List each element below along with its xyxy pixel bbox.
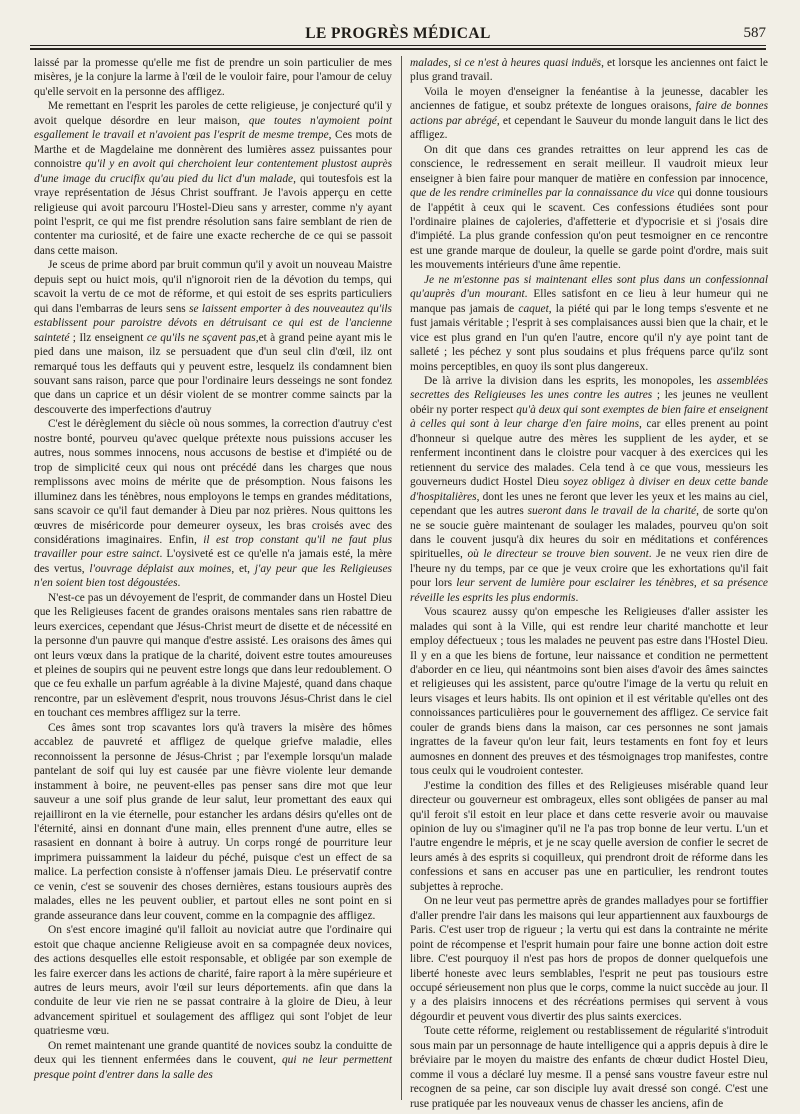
text-run: , car elles prenent au point d'honneur si quelque autre des mères les supplient de les ayder, et se renferment incontinent dans le cloistre pour vacquer à des exercices qui les retiennent du service des malades. Cela tend à ce que vous, messieurs les gouverneurs dudict Hostel Dieu [410,418,768,489]
paragraph [410,56,768,85]
text-run: J'estime la condition des filles et des Religieuses misérable quand leur directeur ou gouverneur est ombrageux, elles sont obligées de panser au mal qu'il feroit s'il estoit en leur place et dans cette resverie avoir ou mauvaise opinion de luy ou s'imaginer qu'il ne l'a pas trop bonne de leur vertu. L'un et l'autre engendre le mépris, et je ne scay quelle aversion de confier le secret de leurs amés à des esprits si coquilleux, qui prendront droit de réforme dans les confessions et sans en accuser pas une en particulier, les rendront toutes subjettes à reproche. [410,779,768,893]
text-run: ,et à grand peine ayant mis le pied dans une maison, ilz se persuadent que d'un seul clin d'œil, ilz ont remarqué tous les deffauts qui y peuvent estre, lesquelz ils condamnent bien souvant sans raison, parce que pour l'ordinaire leurs desseings ne sont fondez que dans un caprice et un désir violent de se montrer comme saincts par la descouverte des imperfections d'autruy [34,331,393,416]
paragraph [410,374,768,605]
italic-run: soyez obligez à diviser en deux cette bande d'hospitalières [410,476,769,503]
text-run: , Ces mots de Marthe et de Magdelaine me donnèrent des lumières assez puissantes pour connoistre [34,129,392,171]
paragraph [34,417,392,590]
text-run: qui donne tousiours de l'appétit à ceux qui le scavent. Ces confessions étudiées sont pour l'ordinaire plaines de cajoleries, d'affetterie et d'ypocrisie et si j'osais dire d'impiété. La plus grande confession qu'on peut tesmoigner en ce rencontre est une grande marque de douleur, la quelle se garde point d'ordre, mais suit les mouvements intérieurs d'une âme repentie. [410,187,768,272]
italic-run: leur servent de lumière pour esclairer les ténèbres, et sa présence réveille les esprits les plus endormis [410,577,768,604]
page-header [30,24,766,50]
text-run: laissé par la promesse qu'elle me fist de prendre un soin particulier de mes misères, je la conjure la larme à l'œil de le vouloir faire, pour l'amour de celuy qu'elle servoit en la personne des affligez. [34,57,392,98]
text-run: , dont les unes ne feront que lever les yeux et les mains au ciel, cependant que les autres [410,490,768,518]
text-run: ; les jeunes ne veullent obéir ny porter respect [410,389,768,416]
text-run: De là arrive la division dans les esprits, les monopoles, les [424,374,717,387]
right-column [410,56,769,1110]
italic-run: où le directeur se trouve bien souvent [467,548,649,561]
italic-run: caquet [518,302,549,315]
text-run: , et lorsque les anciennes ont faict le plus grand travail. [410,57,768,84]
text-run: , la piété qui par le long temps s'esvente et ne fust jamais véritable ; l'esprit à ses complaisances aussi bien que la chair, et le vice est plus grand en l'un qu'en l'autre, encore qu'il n'y aye point tant de salleté ; les péchez y sont plus soudains et plus fréquens parce qu'ilz sont moins perceptibles, en quoy ils sont plus dangereux. [410,302,768,373]
paragraph [410,779,768,895]
text-run: . [177,577,181,590]
paragraph [410,273,768,374]
italic-run: qu'il y en avoit qui cherchoient leur contentement plustost auprès d'une image du crucifix qu'au pied du lict d'un malade [34,158,393,185]
text-run: C'est le dérèglement du siècle où nous sommes, la correction d'autruy c'est nostre bonté, pourveu qu'avec quelque prétexte nous puissions accuser les autres, nous sommes innocens, nous accusons de bestise et d'impiété ou de trop de simplicité ceux qui nous ont précédé dans les charges que nous remplissons avec moins de mérite que de présomption. Nous faisons les illuminez dans les ténèbres, nous employons le temps en grandes méditations, sans scavoir ce qu'il faut demander à Dieu par noz prières. Nous quittons les œuvres de miséricorde pour demeurer oyseux, les bras croisés avec des considérations imaginaires. Enfin, [34,418,392,546]
italic-run: Je ne m'estonne pas si maintenant elles sont plus dans un confessionnal qu'auprès d'un mourant [410,273,768,301]
text-run: . Je ne veux rien dire de l'heure ny du temps, par ce que je veux croire que les exhortations qu'il fait pour lors [410,548,768,590]
text-run: Toute cette réforme, reiglement ou restablissement de régularité s'introduit sous main par un personnage de haute intelligence qui a appris depuis à dire le bréviaire par le moyen du maistre des enfants de chœur dudict Hostel Dieu, comme il vous a déclaré luy mesme. Il a pensé sans voustre faveur estre nul recognen de sa peine, car son disciple luy avait dressé son congé. C'est une ruse pratiquée par les nouveaux venus de chasser les anciens, afin de [410,1025,768,1110]
text-run: Ces âmes sont trop scavantes lors qu'à travers la misère des hômes accablez de pauvreté et affligez de quelque griefve maladie, elles reconnoissent la personne de Jésus-Christ ; par l'exemple lorsqu'un malade pantelant de soif qui luy est causée par une fièvre violente leur demande instamment à boire, ne peuvent-elles pas penser sans dire mot que leur sauveur a une soif plus grande de leur salut, leur promettant des eaux qui rejailliront en la vie éternelle, pour estancher les ardans désirs qu'elles ont de l'éternité, ainsi en donnant d'une main, elles prennent d'une autre, elles se rasasient en donnant à boire à autruy. Un corps rongé de pourriture leur imprimera puissamment la laideur du péché, puisque c'est un effect de sa malice. La perfection consiste à n'offenser jamais Dieu. Le préservatif contre ce venin, c'est se souvenir des choses dernières, estans tousiours auprès des malades, elles ne les peuvent oublier, et partout elles ne sont point en si grande asseurance dans leur couvent, comme en la compagnie des affligez. [34,721,392,922]
page-number: 587 [743,25,766,41]
text-run: ; Ilz enseignent [69,331,147,344]
text-run: N'est-ce pas un dévoyement de l'esprit, de commander dans un Hostel Dieu que les Religieuses facent de grandes oraisons mentales sans rien rabattre de leurs exercices, cependant que Jésus-Christ meurt de disette et de nécessité en la personne d'un pauvre qui manque d'estre assisté. Les oraisons des âmes qui ont leurs vœux dans la pratique de la charité, doivent estre toutes amoureuses et pleines de soupirs qui ne peuvent estre longs que dans leur redoublement. O que ce feu exhalle un parfum agréable à la divine Majesté, quand dans chaque rencontre, par un eslèvement d'esprit, nous trouvons Jésus-Christ dans le ciel en touchant ces membres affligez sur la terre. [34,591,392,720]
text-run: On dit que dans ces grandes retraittes on leur apprend les cas de conscience, le redressement en serait meilleur. Il vaudroit mieux leur enseigner à bien faire pour manquer de matière en confession par innocence, [410,143,768,185]
paragraph [410,1024,768,1111]
italic-run: ce qu'ils ne sçavent pas [146,331,256,344]
paragraph [410,894,768,1024]
paragraph [34,56,392,99]
italic-run: qu'à deux qui sont exemptes de bien faire et enseignent à celles qui sont à leur charge d'en faire moins [410,403,768,431]
column-divider [401,56,402,1100]
italic-run: assemblées secrettes des Religieuses les unes contre les autres [410,374,768,402]
text-run: , et cependant le Sauveur du monde languit dans le lict des affligez. [410,114,769,142]
paragraph [34,923,392,1039]
italic-run: malades, si ce n'est à heures quasi induës [410,57,602,69]
text-run: On s'est encore imaginé qu'il falloit au noviciat autre que l'ordinaire qui estoit que chaque ancienne Religieuse avoit en sa compagnée deux novices, des actions desquelles elle estoit responsable, et obligée par son exemple de les faire exercer dans les actions de charité, faire raport à la mère supérieure et autres de leurs meurs, avoir l'œil sur leurs déportements. afin que dans la conduite de leur vie rien ne se passat contraire à la gloire de Dieu, à leur advancement spirituel et soulagement des affligez qui sont l'objet de leur quatriesme vœu. [34,924,392,1038]
italic-run: que de les rendre criminelles par la connaissance du vice [410,187,675,200]
header-rule [30,45,766,46]
italic-run: il est trop constant qu'il ne faut plus travailler pour estre sainct [34,533,392,561]
italic-run: se laissent emporter à des nouveautez qu'ils establissent pour paroistre dévots en détruisant ce qui est de l'ancienne sainteté [34,302,392,344]
journal-title: LE PROGRÈS MÉDICAL [305,25,491,42]
paragraph [34,258,392,417]
italic-run: l'ouvrage déplaist aux moines [89,562,232,575]
paragraph [34,99,392,258]
text-run: Vous scaurez aussy qu'on empesche les Religieuses d'aller assister les malades qui sont à la Ville, qui est rendre leur charité manchotte et leur employ défectueux ; tous les malades ne peuvent pas estre dans l'Hostel Dieu. Il y en a que les biens de fortune, leur naissance et condition ne permettent d'aborder en ce lieu, qui néantmoins sont bien aises d'avoir des âmes sainctes et religieuses qui les assistent, parce qu'outre l'image de la vertu qu reluit en leurs visages et leurs habits. Ils ont opinion et il est véritable qu'elles ont des connoissances particulières pour le gouvernement des affligez. Ce service fait couler de grands biens dans la maison, car ces personnes ne sont jamais ingrattes de la faveur qu'on leur fait, leurs testaments en font foy et leurs aumosnes en donnent des preuves et des tésmoignages trop manifestes, contre tous ceulx qui le voudroient contester. [410,606,768,778]
italic-run: j'ay peur que les Religieuses n'en soient bien tost dégoustées [34,562,392,590]
italic-run: faire de bonnes actions par abrégé [410,100,768,127]
paragraph [410,143,768,273]
italic-run: sueront dans le travail de la charité [527,505,697,518]
text-run: . L'oysiveté est ce qu'elle n'a jamais esté, la mère des vertus, [34,548,392,575]
paragraph [34,1039,392,1082]
left-column [34,56,392,1102]
text-run: On ne leur veut pas permettre après de grandes malladyes pour se fortiffier d'aller prendre l'air dans les maisons qui leur appartiennent aux fauxbourgs de Paris. C'est user trop de rigueur ; la vertu qui est dans la contrainte ne mérite point de récompense et l'esprit humain pour faire une bonne action doit estre libre. C'est pourquoy il n'est pas hors de propos de donner quelquefois une liberté honeste avec leurs semblables, l'esprit ne peut pas tousiours estre occupé sérieusement non plus que le corps, comme la nuict succède au jour. Il y a des plaisirs innocens et des récréations permises qui servent à vous dégourdir et peuvent vous divertir des plus saints exercices. [410,895,768,1023]
text-run: , qui toutesfois est la vraye représentation de Jésus Christ souffrant. Je l'avois apperçu en cette religieuse qui avoit parcouru l'Hostel-Dieu sans y arrester, comme n'y ayant point l'esprit, ce qui me fist prendre résolution sans faire semblant de rien de contenter ma curiosité, et de faire une exacte recherche de ce qui se passoit dans cette maison. [34,172,393,257]
paragraph [410,85,768,143]
text-run: . Elles satisfont en ce lieu à leur humeur qui ne manque pas jamais de [410,288,769,315]
text-run: , et, [231,562,255,575]
italic-run: que toutes n'aymoient point esgallement le travail et n'avoient pas l'esprit de mesme trempe [34,114,392,142]
text-run: . [575,591,579,604]
paragraph [34,721,392,923]
text-run: , de sorte qu'on ne se soucie guère maintenant de soulager les malades, pourveu qu'on soit dans le couvent jusqu'à dix heures du soir en méditations et conférences spirituelles, [410,505,768,561]
text-run: Me remettant en l'esprit les paroles de cette religieuse, je conjecturé qu'il y avoit quelque désordre en leur maison, [34,100,392,127]
text-run: Voila le moyen d'enseigner la fenéantise à la jeunesse, dacabler les anciennes de fatigue, et soubz prétexte de longues oraisons, [410,85,768,113]
paragraph [34,591,392,721]
paragraph [410,605,768,778]
italic-run: qui ne leur permettent presque point d'entrer dans la salle des [34,1054,393,1081]
text-run: On remet maintenant une grande quantité de novices soubz la conduitte de deux qui les tiennent enfermées dans le couvent, [34,1039,392,1067]
text-run: Je sceus de prime abord par bruit commun qu'il y avoit un nouveau Maistre depuis sept ou huict mois, qu'il n'ignoroit rien de la dévotion du temps, qui scavoit la vertu de ce mot de réforme, et qui estoit de ses esprits particuliers qui dans l'embarras de leurs sens [34,259,392,315]
